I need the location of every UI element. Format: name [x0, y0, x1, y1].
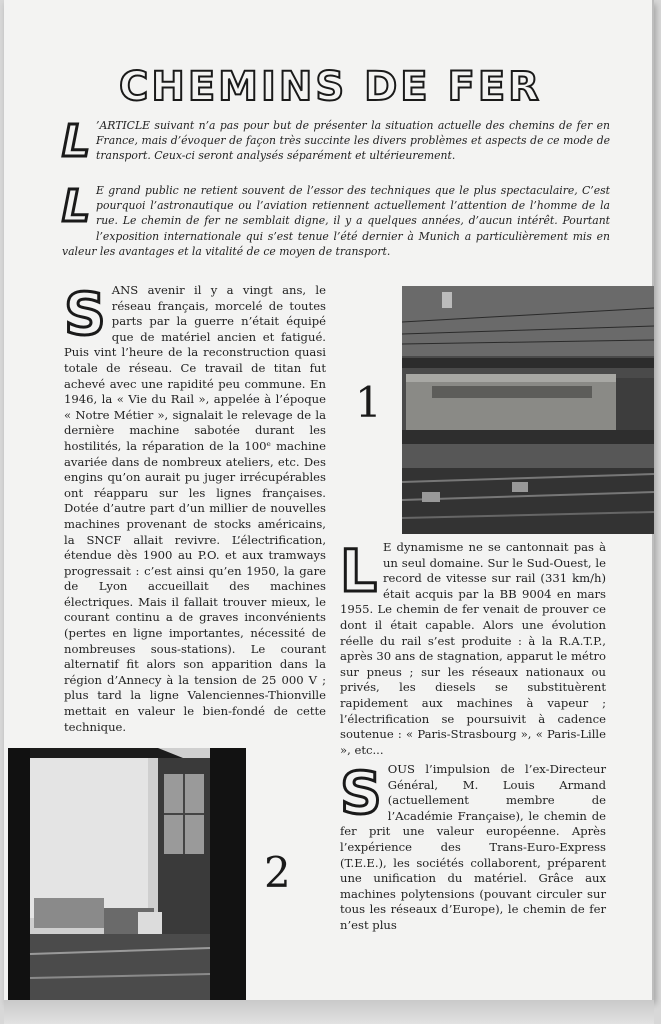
body-paragraph-2 [340, 537, 606, 760]
figure-number-1: 1 [355, 378, 382, 427]
figure-number-2: 2 [264, 848, 291, 897]
body-paragraph-1 [64, 280, 326, 743]
lead-in: E [382, 540, 392, 554]
paragraph-text: l’impulsion de l’ex-Directeur Général, M. Louis Armand (actuellement membre de l’Académie Française), le chemin de fer prit une valeur européenne. Après l’expérience des Trans-Euro-Express (T.E.E.), les sociétés collaborent, préparent une unification du matériel. Grâce aux machines polytensions (pouvant circuler sur tous les réseaux d’Europe), le chemin de fer n’est plus [340, 762, 606, 932]
dropcap: L [62, 181, 91, 232]
dropcap: L [62, 116, 91, 167]
intro-paragraph-1 [62, 118, 610, 180]
dropcap: S [340, 759, 382, 827]
lead-in: OUS [387, 762, 415, 776]
dropcap: S [64, 280, 106, 348]
intro-text: ’ARTICLE suivant n’a pas pour but de présenter la situation actuelle des chemins de fer en France, mais d’évoquer de façon très succinte les divers problèmes et aspects de ce mode de transport. Ceux-ci seront analysés séparément et ultérieurement. [96, 119, 610, 163]
intro-paragraph-2 [62, 183, 610, 279]
lead-in: ANS [111, 283, 139, 297]
intro-text: E grand public ne retient souvent de l’essor des techniques que le plus spectaculaire, C’est pourquoi l’astronautique ou l’aviation retiennent actuellement l’attention de l’homme de la rue. Le chemin de fer ne semblait digne, il y a quelques années, d’aucun intérêt. Pourtant l’exposition internationale qui s’est tenue l’été dernier à Munich a particulièrement mis en valeur les avantages et la vitalité de ce moyen de transport. [62, 184, 610, 258]
paragraph-text: avenir il y a vingt ans, le réseau français, morcelé de toutes parts par la guerre n’était équipé que de matériel ancien et fatigué. Puis vint l’heure de la reconstruction quasi totale de réseau. Ce travail de titan fut achevé avec une rapidité peu commune. En 1946, la « Vie du Rail », appelée à l’époque « Notre Métier », signalait le relevage de la dernière machine sabotée durant les hostilités, la réparation de la 100ᵉ machine avariée dans de nombreux ateliers, etc. Des engins qu’on aurait pu juger irrécupérables ont réapparu sur les lignes françaises. Dotée d’autre part d’un millier de nouvelles machines provenant de stocks américains, la SNCF allait revivre. L’électrification, étendue dès 1900 au P.O. et aux tramways progressait : c’est ainsi qu’en 1950, la gare de Lyon accueillait des machines électriques. Mais il fallait trouver mieux, le courant continu a de graves inconvénients (pertes en ligne importantes, nécessité de nombreuses sous-stations). Le courant alternatif fit alors son apparition dans la région d’Annecy à la tension de 25 000 V ; plus tard la ligne Valenciennes-Thionville mettait en valeur le bien-fondé de cette technique. [64, 283, 326, 734]
photo-station-building [8, 748, 246, 1000]
body-paragraph-3 [340, 759, 606, 942]
article-title: CHEMINS DE FER [119, 64, 542, 110]
paragraph-text: dynamisme ne se cantonnait pas à un seul domaine. Sur le Sud-Ouest, le record de vitesse sur rail (331 km/h) était acquis par la BB 9004 en mars 1955. Le chemin de fer venait de prouver ce dont il était capable. Alors une évolution réelle du rail s’est produite : à la R.A.T.P., après 30 ans de stagnation, apparut le métro sur pneus ; sur les réseaux nationaux ou privés, les diesels se substituèrent rapidement aux machines à vapeur ; l’électrification se poursuivit à cadence soutenue : « Paris-Strasbourg », « Paris-Lille », etc... [340, 540, 606, 757]
page-edge [4, 1000, 654, 1024]
photo-electric-locomotive [402, 286, 654, 534]
dropcap: L [340, 537, 377, 605]
